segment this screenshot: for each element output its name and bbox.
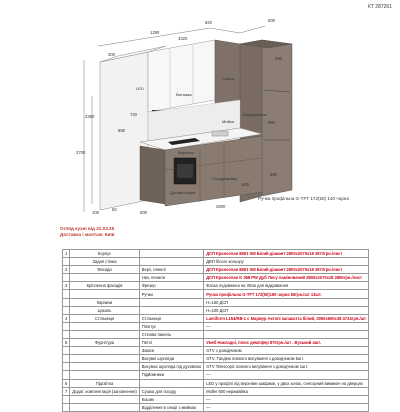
table-row <box>63 371 369 379</box>
cell-sub: Висувна шухляда під духовкою <box>139 363 203 371</box>
cell-cat: Кріплення фасадів <box>70 282 139 290</box>
cell-num: 3 <box>63 282 70 290</box>
cell-val: ДСП Кроноспан 8681 SM Білий діамант 2800х2070х18 2872грн./лист <box>204 266 369 274</box>
cell-val: — <box>204 371 369 379</box>
table-row <box>63 330 369 338</box>
table-row <box>63 250 369 258</box>
table-row <box>63 339 369 347</box>
dim-bottom-depth: 2900 <box>216 204 226 209</box>
cell-cat: Карнизи <box>70 298 139 306</box>
cell-val: GTV Telescopic повного висування з доводчиком 1шт. <box>204 363 369 371</box>
cell-val: ДВП білого кольору <box>204 258 369 266</box>
note-line-2: Доставка і монтаж: Київ <box>60 231 115 237</box>
cell-val: Умеб Накладні, плюс демпфер 870грн./шт . Вузький 4шт. <box>204 339 369 347</box>
cell-cat <box>70 363 139 371</box>
cell-sub: Верх, панелі <box>139 266 203 274</box>
dim-side-a: 890 <box>118 128 125 133</box>
cell-num <box>63 274 70 282</box>
table-row <box>63 322 369 330</box>
cell-num: 2 <box>63 266 70 274</box>
cell-cat <box>70 371 139 379</box>
cell-num <box>63 306 70 314</box>
cell-cat: Підсвітка <box>70 379 139 387</box>
cell-val: — <box>204 395 369 403</box>
table-row <box>63 314 369 322</box>
table-row <box>63 403 369 411</box>
cell-num: 1 <box>63 250 70 258</box>
cell-val: ДСП Кроноспан K 368 PW Дуб Лесу ламінований 2800х2070х18 2850грн./лист <box>204 274 369 282</box>
cell-cat: Фасади <box>70 266 139 274</box>
cell-cat: Фурнітура <box>70 339 139 347</box>
dim-height-total: 2700 <box>76 150 86 155</box>
cell-cat: Цоколь <box>70 306 139 314</box>
dim-side-height: 690 <box>270 172 277 177</box>
table-row <box>63 379 369 387</box>
cell-sub <box>139 298 203 306</box>
cell-val: GTV з доводчиком <box>204 347 369 355</box>
dim-cabinet-width: 600 <box>268 18 275 23</box>
cell-cat <box>70 395 139 403</box>
note-line-1: Огляд кухні від 21.03.25 <box>60 226 115 231</box>
dim-total-top: 3320 <box>178 36 188 41</box>
cell-val: H=100 ДСП <box>204 306 369 314</box>
cell-val: — <box>204 322 369 330</box>
table-row <box>63 258 369 266</box>
cell-cat <box>70 322 139 330</box>
label-oven: Духова шафа <box>170 190 196 195</box>
label-hood: Витяжка <box>176 92 192 97</box>
table-row <box>63 274 369 282</box>
table-row <box>63 355 369 363</box>
cell-cat: Додат. комплектація (заповнення) <box>70 387 139 395</box>
order-notes <box>60 226 114 237</box>
cell-val: H=150 ДСП <box>204 298 369 306</box>
dim-counter-depth: 600 <box>242 182 249 187</box>
cell-val <box>204 330 369 338</box>
table-row <box>63 387 369 395</box>
cell-num <box>63 363 70 371</box>
cell-val: Фаска подовжена на 30см для відкривання <box>204 282 369 290</box>
cell-cat: Задня стінка <box>70 258 139 266</box>
dim-height-left: 2350 <box>85 114 95 119</box>
cell-sub: Висувні шухляди <box>139 355 203 363</box>
table-row <box>63 290 369 298</box>
cell-num <box>63 355 70 363</box>
dim-bottom-mid: 600 <box>140 210 147 215</box>
cell-num: 6 <box>63 379 70 387</box>
dim-micro: 720 <box>130 112 137 117</box>
cell-val: Lamiform L154/RB-1 с Мармур Актопі калакатта білий, 3050х600х38 4724грн./шт <box>204 314 369 322</box>
cell-sub: Ручки <box>139 290 203 298</box>
cell-val: ДСП Кроноспан 8681 SM Білий діамант 2800х2070х18 2872грн./лист <box>204 250 369 258</box>
dim-depth-right: 400 <box>275 56 282 61</box>
cell-num: 7 <box>63 387 70 395</box>
cell-val: GTV. Тандем повного висування з доводчиком 5шт. <box>204 355 369 363</box>
cell-cat <box>70 290 139 298</box>
cell-num <box>63 347 70 355</box>
cell-sub <box>139 250 203 258</box>
dim-top-right: 820 <box>205 20 212 25</box>
cell-cat <box>70 355 139 363</box>
label-led: LED <box>136 86 144 91</box>
cell-sub <box>139 306 203 314</box>
dim-depth-left: 300 <box>108 52 115 57</box>
dim-plinth: 100 <box>92 210 99 215</box>
table-row <box>63 306 369 314</box>
cell-cat <box>70 274 139 282</box>
document-code: КТ 287261 <box>367 4 392 10</box>
cell-num: 4 <box>63 314 70 322</box>
cell-sub: Сушка для посуду <box>139 387 203 395</box>
cell-sub: Кошик <box>139 395 203 403</box>
table-row <box>63 266 369 274</box>
cell-val: Ручка профільна G-TFT 172(50)160 чорна 58грн./шт 13шт. <box>204 290 369 298</box>
label-dishwasher: Посудомийка <box>212 176 237 181</box>
cell-val: — <box>204 403 369 411</box>
cell-sub: Петлі <box>139 339 203 347</box>
cell-cat: Стільниця <box>70 314 139 322</box>
cell-num <box>63 403 70 411</box>
cell-sub <box>139 258 203 266</box>
table-row <box>63 282 369 290</box>
cell-sub: Фрезер <box>139 282 203 290</box>
cell-num <box>63 290 70 298</box>
cell-num <box>63 371 70 379</box>
cell-sub: Плінтус <box>139 322 203 330</box>
dim-bottom-left: 60 <box>112 207 117 212</box>
label-hob: Варочна <box>178 150 194 155</box>
table-row <box>63 347 369 355</box>
cell-num <box>63 330 70 338</box>
cell-val: Muller 600 нержавійка <box>204 387 369 395</box>
cell-sub: Підйомники <box>139 371 203 379</box>
cell-cat <box>70 347 139 355</box>
cell-sub: Стінова панель <box>139 330 203 338</box>
label-shelf: Сушка <box>222 76 235 81</box>
dim-fridge-depth: 560 <box>268 120 275 125</box>
handle-note: Ручка профільна G-TFT 172(50) 140 чорна <box>258 196 349 201</box>
cell-sub <box>139 379 203 387</box>
spec-table <box>62 249 369 412</box>
cell-cat <box>70 403 139 411</box>
table-row <box>63 363 369 371</box>
cell-num <box>63 258 70 266</box>
label-sink: Мийка <box>222 119 234 124</box>
cell-num <box>63 395 70 403</box>
cell-cat: Корпус <box>70 250 139 258</box>
table-row <box>63 395 369 403</box>
cell-num: 5 <box>63 339 70 347</box>
label-fridge: Холодильник <box>242 112 267 117</box>
cell-val: LED у профілі під верхніми шафами, у двох зонах, сенсорний вимикач на дверцях <box>204 379 369 387</box>
cell-sub: Завіси <box>139 347 203 355</box>
cell-num <box>63 322 70 330</box>
cell-sub: Відділення в секції з мийкою <box>139 403 203 411</box>
dim-top-left: 1290 <box>150 30 160 35</box>
cell-cat <box>70 330 139 338</box>
table-row <box>63 298 369 306</box>
cell-sub: Низ, пенали <box>139 274 203 282</box>
cell-sub: Стільниця <box>139 314 203 322</box>
cell-num <box>63 298 70 306</box>
